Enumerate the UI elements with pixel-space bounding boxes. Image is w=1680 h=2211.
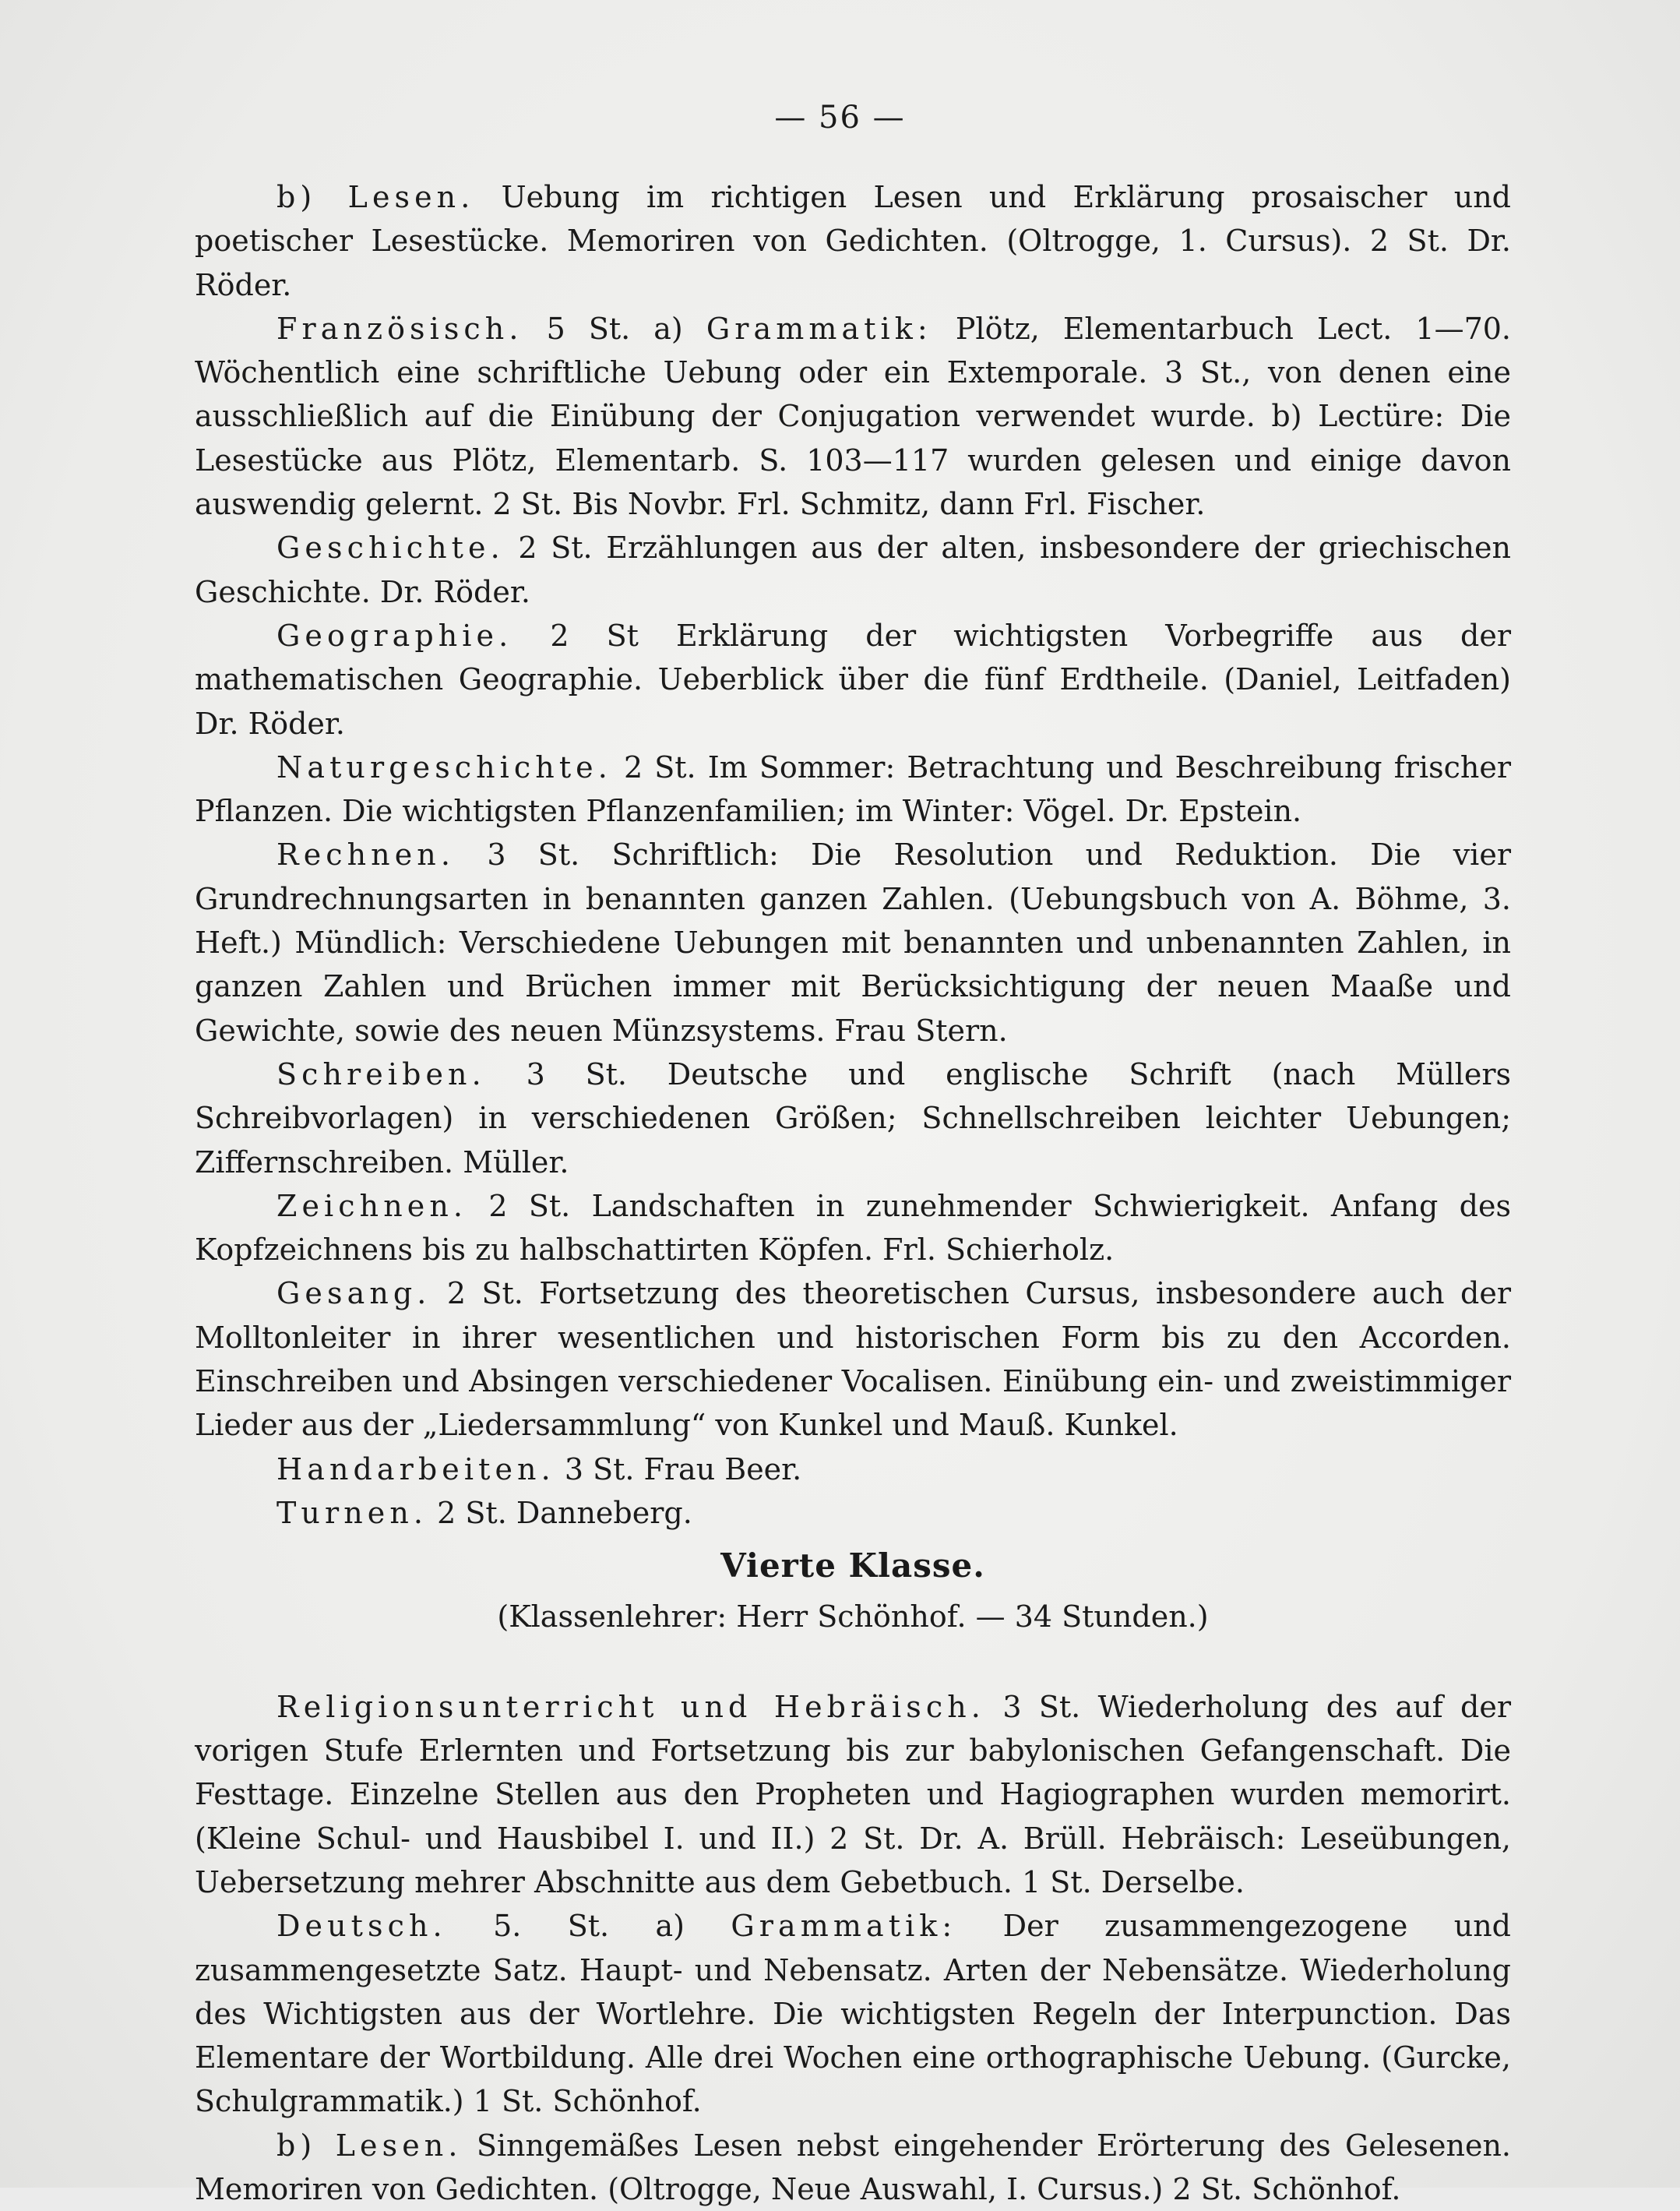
- paragraph-text: 2 St. Im Sommer: Betrachtung und Beschreibung frischer Pflanzen. Die wichtigsten Pflanzenfamilien; im Winter: Vögel. Dr. Epstein.: [195, 749, 1511, 829]
- subject-label: Rechnen.: [276, 838, 456, 873]
- page-body: [195, 175, 1511, 2211]
- subject-label: b) Lesen.: [276, 180, 475, 214]
- paragraph-text: 3 St. Schriftlich: Die Resolution und Reduktion. Die vier Grundrechnungsarten in benannten ganzen Zahlen. (Uebungsbuch von A. Böhme, 3. Heft.) Mündlich: Verschiedene Uebungen mit benannten und unbenannten Zahlen, in ganzen Zahlen und Brüchen immer mit Berücksichtigung der neuen Maaße und Gewichte, sowie des neuen Münzsystems. Frau Stern.: [195, 838, 1511, 1048]
- paragraph-naturgeschichte: [195, 746, 1511, 834]
- paragraph-text: 2 St. Landschaften in zunehmender Schwierigkeit. Anfang des Kopfzeichnens bis zu halbschattirten Köpfen. Frl. Schierholz.: [195, 1188, 1511, 1268]
- section-subheading: (Klassenlehrer: Herr Schönhof. — 34 Stunden.): [497, 1599, 1209, 1634]
- paragraph-geographie: [195, 614, 1511, 746]
- paragraph-text: Plötz, Elementarbuch Lect. 1—70. Wöchentlich eine schriftliche Uebung oder ein Extemporale. 3 St., von denen eine ausschließlich auf die Einübung der Conjugation verwendet wurde. b) Lectüre: Die Lesestücke aus Plötz, Elementarb. S. 103—117 wurden gelesen und einige davon auswendig gelernt. 2 St. Bis Novbr. Frl. Schmitz, dann Frl. Fischer.: [195, 311, 1511, 522]
- paragraph-text: 3 St. Deutsche und englische Schrift (nach Müllers Schreibvorlagen) in verschiedenen Größen; Schnellschreiben leichter Uebungen; Ziffernschreiben. Müller.: [195, 1056, 1511, 1180]
- paragraph-text: 5. St. a): [446, 1909, 731, 1944]
- paragraph-schreiben: [195, 1053, 1511, 1184]
- subject-label: Französisch.: [276, 311, 523, 346]
- paragraph-lesen-vierte: [195, 2124, 1511, 2211]
- paragraph-text: 5 St. a): [523, 311, 706, 346]
- subject-sublabel: Grammatik:: [706, 311, 932, 346]
- paragraph-text: Der zusammengezogene und zusammengesetzte Satz. Haupt- und Nebensatz. Arten der Nebensätze. Wiederholung des Wichtigsten aus der Wortlehre. Die wichtigsten Regeln der Interpunction. Das Elementare der Wortbildung. Alle drei Wochen eine orthographische Uebung. (Gurcke, Schulgrammatik.) 1 St. Schönhof.: [195, 1909, 1512, 2119]
- paragraph-geschichte: [195, 526, 1511, 614]
- paragraph-handarbeiten: [195, 1448, 1511, 1491]
- paragraph-text: Sinngemäßes Lesen nebst eingehender Erörterung des Gelesenen. Memoriren von Gedichten. (Oltrogge, Neue Auswahl, I. Cursus.) 2 St. Schönhof.: [195, 2128, 1511, 2207]
- subject-label: b) Lesen.: [276, 2128, 463, 2163]
- subject-label: Schreiben.: [276, 1056, 486, 1091]
- subject-label: Geographie.: [276, 618, 513, 653]
- paragraph-text: 3 St. Wiederholung des auf der vorigen Stufe Erlernten und Fortsetzung bis zur babylonischen Gefangenschaft. Die Festtage. Einzelne Stellen aus den Propheten und Hagiographen wurden memorirt. (Kleine Schul- und Hausbibel I. und II.) 2 St. Dr. A. Brüll. Hebräisch: Leseübungen, Uebersetzung mehrer Abschnitte aus dem Gebetbuch. 1 St. Derselbe.: [195, 1689, 1511, 1899]
- paragraph-text: 2 St. Erzählungen aus der alten, insbesondere der griechischen Geschichte. Dr. Röder.: [195, 531, 1511, 609]
- paragraph-deutsch: [195, 1904, 1511, 2123]
- section-heading: Vierte Klasse.: [720, 1546, 985, 1585]
- subject-sublabel: Grammatik:: [731, 1909, 957, 1944]
- paragraph-religion-hebraeisch: [195, 1685, 1511, 1904]
- subject-label: Zeichnen.: [276, 1188, 468, 1223]
- subject-label: Gesang.: [276, 1276, 431, 1311]
- paragraph-lesen: [195, 175, 1511, 307]
- paragraph-turnen: [195, 1491, 1511, 1535]
- paragraph-text: 2 St. Fortsetzung des theoretischen Cursus, insbesondere auch der Molltonleiter in ihrer wesentlichen und historischen Form bis zu den Accorden. Einschreiben und Absingen verschiedener Vocalisen. Einübung ein- und zweistimmiger Lieder aus der „Liedersammlung“ von Kunkel und Mauß. Kunkel.: [195, 1276, 1511, 1443]
- paragraph-text: Uebung im richtigen Lesen und Erklärung prosaischer und poetischer Lesestücke. Memoriren von Gedichten. (Oltrogge, 1. Cursus). 2 St. Dr. Röder.: [195, 180, 1511, 302]
- paragraph-text: 2 St Erklärung der wichtigsten Vorbegriffe aus der mathematischen Geographie. Ueberblick über die fünf Erdtheile. (Daniel, Leitfaden) Dr. Röder.: [195, 618, 1511, 741]
- paragraph-gesang: [195, 1271, 1511, 1447]
- subject-label: Naturgeschichte.: [276, 749, 612, 785]
- subject-label: Geschichte.: [276, 531, 505, 566]
- subject-label: Deutsch.: [276, 1909, 447, 1944]
- subject-label: Handarbeiten.: [276, 1451, 555, 1486]
- subject-label: Religionsunterricht und Hebräisch.: [276, 1689, 985, 1724]
- paragraph-zeichnen: [195, 1184, 1511, 1272]
- page-number: — 56 —: [774, 100, 906, 136]
- paragraph-text: 3 St. Frau Beer.: [555, 1451, 802, 1486]
- paragraph-text: 2 St. Danneberg.: [428, 1495, 692, 1530]
- subject-label: Turnen.: [276, 1495, 428, 1530]
- paragraph-franzoesisch: [195, 307, 1511, 526]
- paragraph-rechnen: [195, 833, 1511, 1052]
